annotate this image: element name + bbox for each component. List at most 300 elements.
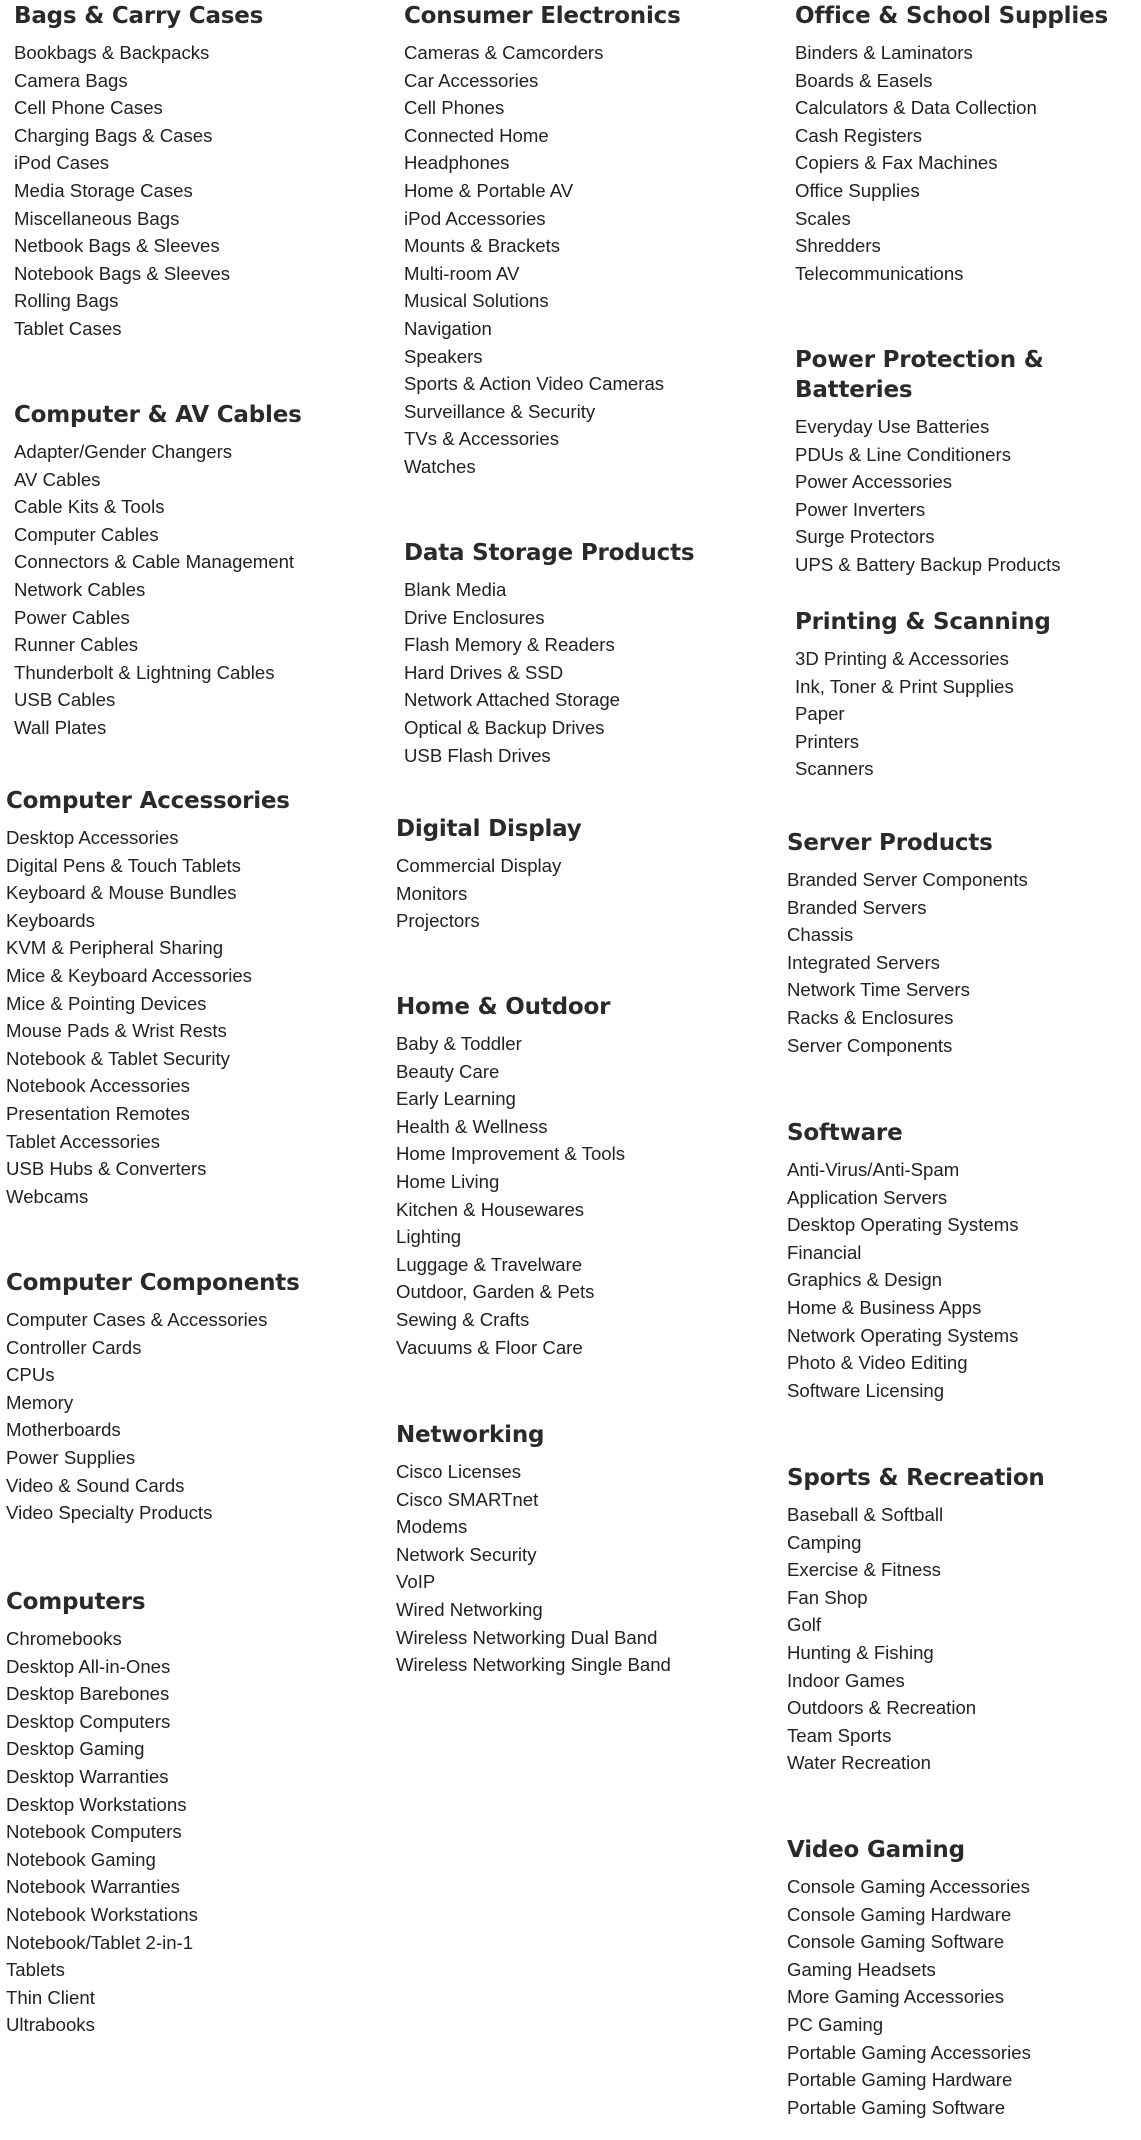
list-item	[787, 1639, 1141, 1667]
subcategory-link-monitors[interactable]: Monitors	[396, 882, 468, 904]
subcategory-link-ipod-cases[interactable]: iPod Cases	[14, 152, 110, 174]
list-item	[6, 1873, 376, 1901]
subcategory-link-digital-pens-and-touch-tablets[interactable]: Digital Pens & Touch Tablets	[6, 854, 241, 876]
subcategory-link-ups-and-battery-backup-products[interactable]: UPS & Battery Backup Products	[795, 553, 1061, 575]
subcategory-list	[404, 39, 774, 481]
category-heading: Data Storage Products	[404, 540, 695, 566]
category-section-bags-and-carry-cases	[14, 1, 384, 343]
subcategory-link-console-gaming-accessories[interactable]: Console Gaming Accessories	[787, 1876, 1030, 1897]
list-item	[404, 425, 774, 453]
list-item	[396, 1251, 766, 1279]
list-item	[787, 921, 1141, 949]
list-item	[6, 1017, 376, 1045]
list-item	[396, 1196, 766, 1224]
subcategory-link-notebook-warranties[interactable]: Notebook Warranties	[6, 1876, 180, 1898]
subcategory-link-optical-and-backup-drives[interactable]: Optical & Backup Drives	[404, 716, 605, 738]
subcategory-link-network-security[interactable]: Network Security	[396, 1543, 537, 1565]
subcategory-link-tablet-cases[interactable]: Tablet Cases	[14, 317, 122, 339]
list-item	[6, 1128, 376, 1156]
list-item	[404, 686, 774, 714]
subcategory-link-adapter-gender-changers[interactable]: Adapter/Gender Changers	[14, 441, 233, 462]
subcategory-link-cell-phones[interactable]: Cell Phones	[404, 97, 505, 119]
list-item	[396, 1140, 766, 1168]
subcategory-link-notebook-accessories[interactable]: Notebook Accessories	[6, 1075, 190, 1097]
subcategory-link-cell-phone-cases[interactable]: Cell Phone Cases	[14, 97, 163, 119]
list-item	[6, 1791, 376, 1819]
category-section-home-and-outdoor	[396, 992, 766, 1361]
list-item	[795, 441, 1141, 469]
list-item	[404, 177, 774, 205]
subcategory-link-branded-servers[interactable]: Branded Servers	[787, 896, 927, 918]
subcategory-link-notebook-gaming[interactable]: Notebook Gaming	[6, 1848, 156, 1870]
category-heading: Computer & AV Cables	[14, 402, 302, 428]
list-item	[6, 990, 376, 1018]
subcategory-link-paper[interactable]: Paper	[795, 703, 845, 725]
subcategory-link-media-storage-cases[interactable]: Media Storage Cases	[14, 179, 193, 201]
subcategory-link-cisco-licenses[interactable]: Cisco Licenses	[396, 1461, 522, 1482]
subcategory-link-usb-cables[interactable]: USB Cables	[14, 689, 116, 711]
subcategory-link-copiers-and-fax-machines[interactable]: Copiers & Fax Machines	[795, 152, 998, 174]
subcategory-link-shredders[interactable]: Shredders	[795, 235, 881, 257]
list-item	[787, 1529, 1141, 1557]
subcategory-link-indoor-games[interactable]: Indoor Games	[787, 1669, 905, 1691]
subcategory-link-car-accessories[interactable]: Car Accessories	[404, 69, 539, 91]
subcategory-link-scanners[interactable]: Scanners	[795, 758, 874, 780]
list-item	[14, 232, 384, 260]
subcategory-link-home-and-business-apps[interactable]: Home & Business Apps	[787, 1296, 982, 1318]
subcategory-link-notebook-bags-and-sleeves[interactable]: Notebook Bags & Sleeves	[14, 262, 231, 284]
list-item	[14, 631, 384, 659]
subcategory-link-cisco-smartnet[interactable]: Cisco SMARTnet	[396, 1488, 539, 1510]
list-item	[404, 453, 774, 481]
list-item	[14, 466, 384, 494]
list-item	[6, 1846, 376, 1874]
list-item	[404, 67, 774, 95]
subcategory-link-console-gaming-software[interactable]: Console Gaming Software	[787, 1931, 1005, 1953]
subcategory-link-video-specialty-products[interactable]: Video Specialty Products	[6, 1502, 213, 1524]
list-item	[14, 94, 384, 122]
list-item	[6, 1389, 376, 1417]
subcategory-link-usb-flash-drives[interactable]: USB Flash Drives	[404, 744, 551, 766]
list-item	[14, 493, 384, 521]
list-item	[787, 1749, 1141, 1777]
list-item	[14, 177, 384, 205]
subcategory-link-notebook-workstations[interactable]: Notebook Workstations	[6, 1903, 198, 1925]
list-item	[795, 232, 1141, 260]
subcategory-link-home-improvement-and-tools[interactable]: Home Improvement & Tools	[396, 1143, 626, 1165]
subcategory-link-console-gaming-hardware[interactable]: Console Gaming Hardware	[787, 1903, 1012, 1925]
subcategory-link-drive-enclosures[interactable]: Drive Enclosures	[404, 606, 545, 628]
category-section-computer-components	[6, 1268, 376, 1527]
list-item	[404, 576, 774, 604]
list-item	[396, 1568, 766, 1596]
subcategory-link-speakers[interactable]: Speakers	[404, 345, 483, 367]
subcategory-link-more-gaming-accessories[interactable]: More Gaming Accessories	[787, 1986, 1005, 2008]
subcategory-link-desktop-gaming[interactable]: Desktop Gaming	[6, 1738, 145, 1760]
subcategory-list	[14, 438, 384, 742]
list-item	[14, 521, 384, 549]
subcategory-link-software-licensing[interactable]: Software Licensing	[787, 1379, 945, 1401]
subcategory-list	[795, 413, 1141, 579]
list-item	[6, 852, 376, 880]
list-item	[6, 1183, 376, 1211]
subcategory-link-baseball-and-softball[interactable]: Baseball & Softball	[787, 1504, 944, 1525]
subcategory-link-computer-cases-and-accessories[interactable]: Computer Cases & Accessories	[6, 1309, 268, 1330]
list-item	[6, 934, 376, 962]
subcategory-link-blank-media[interactable]: Blank Media	[404, 579, 507, 600]
subcategory-link-desktop-barebones[interactable]: Desktop Barebones	[6, 1683, 170, 1705]
list-item	[795, 122, 1141, 150]
subcategory-link-golf[interactable]: Golf	[787, 1614, 822, 1636]
subcategory-link-multi-room-av[interactable]: Multi-room AV	[404, 262, 520, 284]
subcategory-link-integrated-servers[interactable]: Integrated Servers	[787, 951, 940, 973]
list-item	[14, 287, 384, 315]
list-item	[787, 949, 1141, 977]
list-item	[6, 2011, 376, 2039]
category-heading: Computer Accessories	[6, 788, 290, 814]
list-item	[787, 866, 1141, 894]
subcategory-link-ink-toner-and-print-supplies[interactable]: Ink, Toner & Print Supplies	[795, 675, 1014, 697]
subcategory-link-charging-bags-and-cases[interactable]: Charging Bags & Cases	[14, 124, 213, 146]
subcategory-link-mounts-and-brackets[interactable]: Mounts & Brackets	[404, 235, 561, 257]
subcategory-link-musical-solutions[interactable]: Musical Solutions	[404, 290, 549, 312]
subcategory-link-desktop-workstations[interactable]: Desktop Workstations	[6, 1793, 187, 1815]
subcategory-link-telecommunications[interactable]: Telecommunications	[795, 262, 964, 284]
subcategory-link-lighting[interactable]: Lighting	[396, 1226, 462, 1248]
subcategory-link-camera-bags[interactable]: Camera Bags	[14, 69, 128, 91]
subcategory-link-power-supplies[interactable]: Power Supplies	[6, 1446, 136, 1468]
subcategory-list	[14, 39, 384, 343]
subcategory-list	[396, 852, 766, 935]
list-item	[14, 149, 384, 177]
list-item	[787, 1584, 1141, 1612]
subcategory-link-presentation-remotes[interactable]: Presentation Remotes	[6, 1102, 190, 1124]
subcategory-link-controller-cards[interactable]: Controller Cards	[6, 1336, 142, 1358]
list-item	[795, 645, 1141, 673]
subcategory-link-portable-gaming-accessories[interactable]: Portable Gaming Accessories	[787, 2041, 1031, 2063]
list-item	[14, 604, 384, 632]
list-item	[787, 1556, 1141, 1584]
subcategory-link-usb-hubs-and-converters[interactable]: USB Hubs & Converters	[6, 1158, 207, 1180]
list-item	[396, 1596, 766, 1624]
list-item	[795, 39, 1141, 67]
subcategory-link-chromebooks[interactable]: Chromebooks	[6, 1628, 122, 1649]
category-section-software	[787, 1118, 1141, 1404]
list-item	[6, 1334, 376, 1362]
subcategory-link-kvm-and-peripheral-sharing[interactable]: KVM & Peripheral Sharing	[6, 937, 224, 959]
subcategory-link-keyboards[interactable]: Keyboards	[6, 909, 95, 931]
category-heading: Networking	[396, 1422, 545, 1448]
list-item	[396, 1458, 766, 1486]
subcategory-link-camping[interactable]: Camping	[787, 1531, 862, 1553]
category-heading: Sports & Recreation	[787, 1465, 1045, 1491]
list-item	[14, 67, 384, 95]
subcategory-link-wired-networking[interactable]: Wired Networking	[396, 1598, 543, 1620]
subcategory-link-3d-printing-and-accessories[interactable]: 3D Printing & Accessories	[795, 648, 1009, 669]
category-section-printing-and-scanning	[795, 607, 1141, 783]
list-item	[787, 1184, 1141, 1212]
list-item	[6, 824, 376, 852]
subcategory-link-video-and-sound-cards[interactable]: Video & Sound Cards	[6, 1474, 185, 1496]
category-heading: Server Products	[787, 830, 993, 856]
subcategory-link-notebook-computers[interactable]: Notebook Computers	[6, 1821, 182, 1843]
subcategory-link-cash-registers[interactable]: Cash Registers	[795, 124, 923, 146]
subcategory-link-branded-server-components[interactable]: Branded Server Components	[787, 869, 1028, 890]
subcategory-link-racks-and-enclosures[interactable]: Racks & Enclosures	[787, 1006, 954, 1028]
subcategory-link-network-cables[interactable]: Network Cables	[14, 578, 146, 600]
subcategory-link-office-supplies[interactable]: Office Supplies	[795, 179, 920, 201]
subcategory-link-bookbags-and-backpacks[interactable]: Bookbags & Backpacks	[14, 42, 210, 63]
list-item	[14, 122, 384, 150]
list-item	[787, 1873, 1141, 1901]
subcategory-link-desktop-computers[interactable]: Desktop Computers	[6, 1710, 171, 1732]
subcategory-link-thin-client[interactable]: Thin Client	[6, 1986, 95, 2008]
subcategory-link-water-recreation[interactable]: Water Recreation	[787, 1752, 931, 1774]
subcategory-link-surveillance-and-security[interactable]: Surveillance & Security	[404, 400, 596, 422]
list-item	[404, 315, 774, 343]
subcategory-link-calculators-and-data-collection[interactable]: Calculators & Data Collection	[795, 97, 1037, 119]
list-item	[795, 177, 1141, 205]
list-item	[6, 907, 376, 935]
subcategory-link-pc-gaming[interactable]: PC Gaming	[787, 2013, 884, 2035]
subcategory-link-connectors-and-cable-management[interactable]: Connectors & Cable Management	[14, 551, 295, 573]
subcategory-link-navigation[interactable]: Navigation	[404, 317, 492, 339]
subcategory-link-outdoors-and-recreation[interactable]: Outdoors & Recreation	[787, 1697, 977, 1719]
list-item	[396, 1334, 766, 1362]
subcategory-link-notebook-tablet-2-in-1[interactable]: Notebook/Tablet 2-in-1	[6, 1931, 194, 1953]
subcategory-link-cameras-and-camcorders[interactable]: Cameras & Camcorders	[404, 42, 604, 63]
list-item	[14, 576, 384, 604]
subcategory-link-voip[interactable]: VoIP	[396, 1571, 436, 1593]
list-item	[396, 880, 766, 908]
subcategory-link-webcams[interactable]: Webcams	[6, 1185, 89, 1207]
subcategory-link-network-time-servers[interactable]: Network Time Servers	[787, 979, 970, 1001]
subcategory-link-mice-and-keyboard-accessories[interactable]: Mice & Keyboard Accessories	[6, 964, 252, 986]
subcategory-link-power-cables[interactable]: Power Cables	[14, 606, 130, 628]
list-item	[787, 1211, 1141, 1239]
list-item	[396, 1058, 766, 1086]
subcategory-link-application-servers[interactable]: Application Servers	[787, 1186, 948, 1208]
subcategory-link-scales[interactable]: Scales	[795, 207, 851, 229]
subcategory-link-hard-drives-and-ssd[interactable]: Hard Drives & SSD	[404, 661, 564, 683]
subcategory-link-rolling-bags[interactable]: Rolling Bags	[14, 290, 119, 312]
subcategory-link-health-and-wellness[interactable]: Health & Wellness	[396, 1115, 548, 1137]
subcategory-link-chassis[interactable]: Chassis	[787, 924, 854, 946]
list-item	[787, 2039, 1141, 2067]
subcategory-link-wireless-networking-dual-band[interactable]: Wireless Networking Dual Band	[396, 1626, 658, 1648]
subcategory-link-binders-and-laminators[interactable]: Binders & Laminators	[795, 42, 973, 63]
subcategory-link-home-living[interactable]: Home Living	[396, 1170, 500, 1192]
subcategory-link-financial[interactable]: Financial	[787, 1241, 862, 1263]
subcategory-list	[787, 1873, 1141, 2121]
subcategory-link-tablets[interactable]: Tablets	[6, 1959, 65, 1981]
subcategory-link-gaming-headsets[interactable]: Gaming Headsets	[787, 1958, 936, 1980]
list-item	[6, 1361, 376, 1389]
subcategory-link-wall-plates[interactable]: Wall Plates	[14, 716, 107, 738]
subcategory-link-motherboards[interactable]: Motherboards	[6, 1419, 121, 1441]
list-item	[787, 1349, 1141, 1377]
list-item	[787, 1611, 1141, 1639]
subcategory-link-pdus-and-line-conditioners[interactable]: PDUs & Line Conditioners	[795, 443, 1011, 465]
subcategory-link-outdoor-garden-and-pets[interactable]: Outdoor, Garden & Pets	[396, 1281, 595, 1303]
subcategory-link-desktop-warranties[interactable]: Desktop Warranties	[6, 1765, 169, 1787]
category-section-sports-and-recreation	[787, 1463, 1141, 1777]
subcategory-link-portable-gaming-hardware[interactable]: Portable Gaming Hardware	[787, 2069, 1013, 2091]
subcategory-link-portable-gaming-software[interactable]: Portable Gaming Software	[787, 2096, 1006, 2118]
subcategory-link-av-cables[interactable]: AV Cables	[14, 468, 101, 490]
subcategory-link-beauty-care[interactable]: Beauty Care	[396, 1060, 500, 1082]
list-item	[787, 1156, 1141, 1184]
subcategory-list	[396, 1030, 766, 1361]
list-item	[14, 260, 384, 288]
subcategory-link-desktop-accessories[interactable]: Desktop Accessories	[6, 827, 179, 848]
subcategory-link-memory[interactable]: Memory	[6, 1391, 74, 1413]
list-item	[6, 1499, 376, 1527]
category-heading: Printing & Scanning	[795, 609, 1051, 635]
list-item	[14, 659, 384, 687]
subcategory-link-flash-memory-and-readers[interactable]: Flash Memory & Readers	[404, 634, 615, 656]
list-item	[795, 205, 1141, 233]
subcategory-link-computer-cables[interactable]: Computer Cables	[14, 523, 159, 545]
category-heading: Consumer Electronics	[404, 3, 681, 29]
subcategory-link-cpus[interactable]: CPUs	[6, 1364, 55, 1386]
subcategory-link-home-and-portable-av[interactable]: Home & Portable AV	[404, 179, 574, 201]
list-item	[6, 962, 376, 990]
list-item	[6, 1984, 376, 2012]
list-item	[787, 1004, 1141, 1032]
subcategory-list	[6, 824, 376, 1210]
subcategory-list	[6, 1306, 376, 1527]
subcategory-link-power-accessories[interactable]: Power Accessories	[795, 471, 953, 493]
subcategory-link-hunting-and-fishing[interactable]: Hunting & Fishing	[787, 1641, 934, 1663]
subcategory-link-vacuums-and-floor-care[interactable]: Vacuums & Floor Care	[396, 1336, 583, 1358]
category-section-networking	[396, 1420, 766, 1679]
subcategory-link-baby-and-toddler[interactable]: Baby & Toddler	[396, 1033, 522, 1054]
list-item	[404, 659, 774, 687]
subcategory-link-miscellaneous-bags[interactable]: Miscellaneous Bags	[14, 207, 180, 229]
subcategory-link-modems[interactable]: Modems	[396, 1516, 468, 1538]
subcategory-link-mouse-pads-and-wrist-rests[interactable]: Mouse Pads & Wrist Rests	[6, 1020, 227, 1042]
list-item	[6, 1653, 376, 1681]
subcategory-link-photo-and-video-editing[interactable]: Photo & Video Editing	[787, 1352, 968, 1374]
subcategory-link-fan-shop[interactable]: Fan Shop	[787, 1586, 868, 1608]
list-item	[396, 1513, 766, 1541]
list-item	[795, 149, 1141, 177]
subcategory-link-mice-and-pointing-devices[interactable]: Mice & Pointing Devices	[6, 992, 207, 1014]
list-item	[404, 94, 774, 122]
list-item	[795, 260, 1141, 288]
list-item	[14, 205, 384, 233]
subcategory-link-headphones[interactable]: Headphones	[404, 152, 510, 174]
list-item	[787, 2011, 1141, 2039]
list-item	[795, 496, 1141, 524]
subcategory-link-luggage-and-travelware[interactable]: Luggage & Travelware	[396, 1253, 583, 1275]
subcategory-link-anti-virus-anti-spam[interactable]: Anti-Virus/Anti-Spam	[787, 1159, 960, 1180]
subcategory-link-commercial-display[interactable]: Commercial Display	[396, 855, 562, 876]
list-item	[6, 1763, 376, 1791]
list-item	[396, 1651, 766, 1679]
list-item	[396, 1624, 766, 1652]
subcategory-link-kitchen-and-housewares[interactable]: Kitchen & Housewares	[396, 1198, 585, 1220]
subcategory-link-early-learning[interactable]: Early Learning	[396, 1088, 516, 1110]
subcategory-link-everyday-use-batteries[interactable]: Everyday Use Batteries	[795, 416, 990, 437]
subcategory-link-connected-home[interactable]: Connected Home	[404, 124, 549, 146]
subcategory-link-notebook-and-tablet-security[interactable]: Notebook & Tablet Security	[6, 1047, 230, 1069]
list-item	[6, 1306, 376, 1334]
list-item	[795, 728, 1141, 756]
list-item	[787, 1377, 1141, 1405]
list-item	[396, 1113, 766, 1141]
category-section-computer-accessories	[6, 786, 376, 1210]
list-item	[404, 370, 774, 398]
list-item	[396, 1306, 766, 1334]
category-heading: Power Protection & Batteries	[795, 347, 1044, 403]
subcategory-link-watches[interactable]: Watches	[404, 455, 476, 477]
subcategory-link-netbook-bags-and-sleeves[interactable]: Netbook Bags & Sleeves	[14, 235, 220, 257]
subcategory-link-wireless-networking-single-band[interactable]: Wireless Networking Single Band	[396, 1654, 671, 1676]
list-item	[404, 232, 774, 260]
list-item	[787, 1032, 1141, 1060]
subcategory-link-keyboard-and-mouse-bundles[interactable]: Keyboard & Mouse Bundles	[6, 882, 237, 904]
list-item	[795, 673, 1141, 701]
subcategory-link-sports-and-action-video-cameras[interactable]: Sports & Action Video Cameras	[404, 373, 665, 395]
subcategory-link-ultrabooks[interactable]: Ultrabooks	[6, 2014, 95, 2036]
list-item	[6, 1929, 376, 1957]
list-item	[14, 438, 384, 466]
list-item	[404, 343, 774, 371]
subcategory-link-tablet-accessories[interactable]: Tablet Accessories	[6, 1130, 160, 1152]
subcategory-link-power-inverters[interactable]: Power Inverters	[795, 498, 926, 520]
subcategory-link-cable-kits-and-tools[interactable]: Cable Kits & Tools	[14, 496, 165, 518]
list-item	[795, 755, 1141, 783]
subcategory-link-surge-protectors[interactable]: Surge Protectors	[795, 526, 935, 548]
subcategory-link-sewing-and-crafts[interactable]: Sewing & Crafts	[396, 1308, 530, 1330]
subcategory-link-runner-cables[interactable]: Runner Cables	[14, 634, 139, 656]
subcategory-link-boards-and-easels[interactable]: Boards & Easels	[795, 69, 933, 91]
subcategory-link-exercise-and-fitness[interactable]: Exercise & Fitness	[787, 1559, 941, 1581]
subcategory-link-projectors[interactable]: Projectors	[396, 910, 480, 932]
list-item	[404, 122, 774, 150]
list-item	[795, 468, 1141, 496]
subcategory-link-server-components[interactable]: Server Components	[787, 1034, 953, 1056]
category-section-data-storage-products	[404, 538, 774, 769]
list-item	[14, 714, 384, 742]
category-section-digital-display	[396, 814, 766, 935]
list-item	[795, 700, 1141, 728]
subcategory-link-graphics-and-design[interactable]: Graphics & Design	[787, 1269, 943, 1291]
subcategory-link-network-attached-storage[interactable]: Network Attached Storage	[404, 689, 621, 711]
subcategory-link-ipod-accessories[interactable]: iPod Accessories	[404, 207, 546, 229]
list-item	[396, 1486, 766, 1514]
subcategory-link-team-sports[interactable]: Team Sports	[787, 1724, 892, 1746]
list-item	[795, 67, 1141, 95]
subcategory-link-thunderbolt-and-lightning-cables[interactable]: Thunderbolt & Lightning Cables	[14, 661, 275, 683]
list-item	[404, 604, 774, 632]
subcategory-link-network-operating-systems[interactable]: Network Operating Systems	[787, 1324, 1019, 1346]
subcategory-link-printers[interactable]: Printers	[795, 730, 860, 752]
list-item	[6, 879, 376, 907]
subcategory-list	[6, 1625, 376, 2039]
subcategory-link-tvs-and-accessories[interactable]: TVs & Accessories	[404, 428, 559, 450]
subcategory-link-desktop-all-in-ones[interactable]: Desktop All-in-Ones	[6, 1655, 171, 1677]
list-item	[14, 39, 384, 67]
list-item	[6, 1045, 376, 1073]
list-item	[6, 1708, 376, 1736]
list-item	[787, 1928, 1141, 1956]
subcategory-link-desktop-operating-systems[interactable]: Desktop Operating Systems	[787, 1214, 1019, 1236]
list-item	[795, 551, 1141, 579]
category-section-consumer-electronics	[404, 1, 774, 481]
